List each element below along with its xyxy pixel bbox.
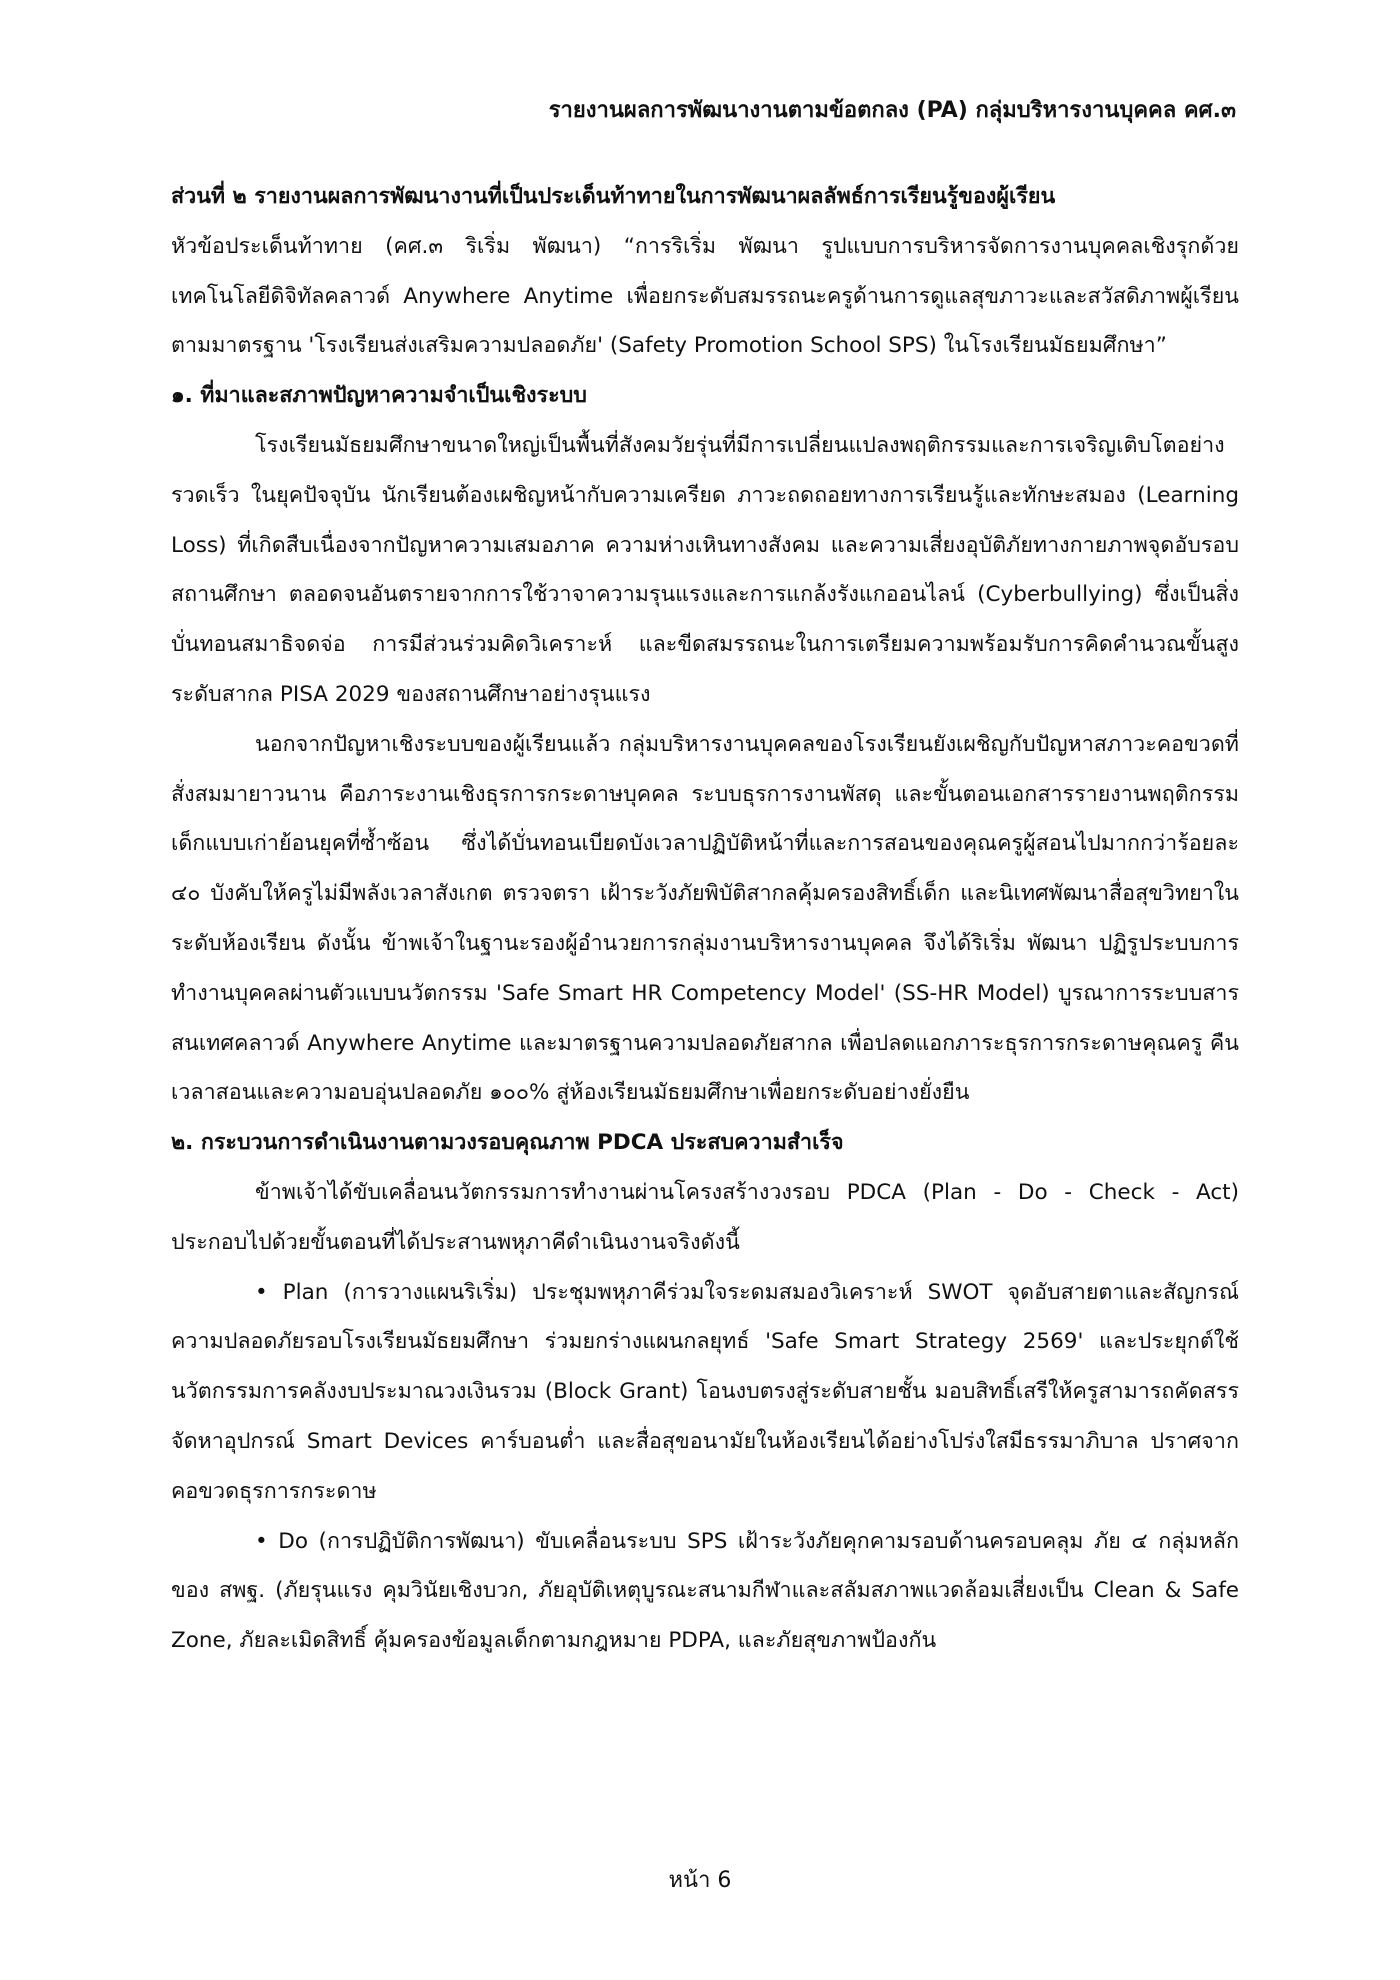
section-heading: ส่วนที่ ๒ รายงานผลการพัฒนางานที่เป็นประเด็นท้าทายในการพัฒนาผลลัพธ์การเรียนรู้ของผู้เรียน [171, 184, 1056, 209]
do-bullet-paragraph: • Do (การปฏิบัติการพัฒนา) ขับเคลื่อนระบบ SPS เฝ้าระวังภัยคุกคามรอบด้านครอบคลุม ภัย ๔ กลุ่มหลักของ สพฐ. (ภัยรุนแรง คุมวินัยเชิงบวก, ภัยอุบัติเหตุบูรณะสนามกีฬาและสลัมสภาพแวดล้อมเสี่ยงเป็น Clean & Safe Zone, ภัยละเมิดสิทธิ์ คุ้มครองข้อมูลเด็กตามกฎหมาย PDPA, และภัยสุขภาพป้องกัน [171, 1528, 1239, 1654]
running-header: รายงานผลการพัฒนางานตามข้อตกลง (PA) กลุ่มบริหารงานบุคคล คศ.๓ [548, 98, 1236, 123]
part1-paragraph: นอกจากปัญหาเชิงระบบของผู้เรียนแล้ว กลุ่มบริหารงานบุคคลของโรงเรียนยังเผชิญกับปัญหาสภาวะคอขวดที่สั่งสมมายาวนาน คือภาระงานเชิงธุรการกระดาษบุคคล ระบบธุรการงานพัสดุ และขั้นตอนเอกสารรายงานพฤติกรรมเด็กแบบเก่าย้อนยุคที่ซ้ำซ้อน ซึ่งได้บั่นทอนเบียดบังเวลาปฏิบัติหน้าที่และการสอนของคุณครูผู้สอนไปมากกว่าร้อยละ ๔๐ บังคับให้ครูไม่มีพลังเวลาสังเกต ตรวจตรา เฝ้าระวังภัยพิบัติสากลคุ้มครองสิทธิ์เด็ก และนิเทศพัฒนาสื่อสุขวิทยาในระดับห้องเรียน ดังนั้น ข้าพเจ้าในฐานะรองผู้อำนวยการกลุ่มงานบริหารงานบุคคล จึงได้ริเริ่ม พัฒนา ปฏิรูประบบการทำงานบุคคลผ่านตัวแบบนวัตกรรม 'Safe Smart HR Competency Model' (SS-HR Model) บูรณาการระบบสารสนเทศคลาวด์ Anywhere Anytime และมาตรฐานความปลอดภัยสากล เพื่อปลดแอกภาระธุรการกระดาษคุณครู คืนเวลาสอนและความอบอุ่นปลอดภัย ๑๐๐% สู่ห้องเรียนมัธยมศึกษาเพื่อยกระดับอย่างยั่งยืน [171, 731, 1239, 1106]
document-body [171, 172, 1239, 1666]
part1-heading: ๑. ที่มาและสภาพปัญหาความจำเป็นเชิงระบบ [171, 383, 587, 409]
challenge-topic-paragraph: หัวข้อประเด็นท้าทาย (คศ.๓ ริเริ่ม พัฒนา) “การริเริ่ม พัฒนา รูปแบบการบริหารจัดการงานบุคคลเชิงรุกด้วยเทคโนโลยีดิจิทัลคลาวด์ Anywhere Anytime เพื่อยกระดับสมรรถนะครูด้านการดูแลสุขภาวะและสวัสดิภาพผู้เรียนตามมาตรฐาน 'โรงเรียนส่งเสริมความปลอดภัย' (Safety Promotion School SPS) ในโรงเรียนมัธยมศึกษา” [171, 233, 1239, 359]
page-number: หน้า 6 [668, 1868, 732, 1893]
part1-paragraph: โรงเรียนมัธยมศึกษาขนาดใหญ่เป็นพื้นที่สังคมวัยรุ่นที่มีการเปลี่ยนแปลงพฤติกรรมและการเจริญเติบโตอย่างรวดเร็ว ในยุคปัจจุบัน นักเรียนต้องเผชิญหน้ากับความเครียด ภาวะถดถอยทางการเรียนรู้และทักษะสมอง (Learning Loss) ที่เกิดสืบเนื่องจากปัญหาความเสมอภาค ความห่างเหินทางสังคม และความเสี่ยงอุบัติภัยทางกายภาพจุดอับรอบสถานศึกษา ตลอดจนอันตรายจากการใช้วาจาความรุนแรงและการแกล้งรังแกออนไลน์ (Cyberbullying) ซึ่งเป็นสิ่งบั่นทอนสมาธิจดจ่อ การมีส่วนร่วมคิดวิเคราะห์ และขีดสมรรถนะในการเตรียมความพร้อมรับการคิดคำนวณขั้นสูงระดับสากล PISA 2029 ของสถานศึกษาอย่างรุนแรง [171, 432, 1239, 707]
plan-bullet-paragraph: • Plan (การวางแผนริเริ่ม) ประชุมพหุภาคีร่วมใจระดมสมองวิเคราะห์ SWOT จุดอับสายตาและสัญกรณ์ความปลอดภัยรอบโรงเรียนมัธยมศึกษา ร่วมยกร่างแผนกลยุทธ์ 'Safe Smart Strategy 2569' และประยุกต์ใช้นวัตกรรมการคลังงบประมาณวงเงินรวม (Block Grant) โอนงบตรงสู่ระดับสายชั้น มอบสิทธิ์เสรีให้ครูสามารถคัดสรรจัดหาอุปกรณ์ Smart Devices คาร์บอนต่ำ และสื่อสุขอนามัยในห้องเรียนได้อย่างโปร่งใสมีธรรมาภิบาล ปราศจากคอขวดธุรการกระดาษ [171, 1279, 1239, 1504]
part2-intro-paragraph: ข้าพเจ้าได้ขับเคลื่อนนวัตกรรมการทำงานผ่านโครงสร้างวงรอบ PDCA (Plan - Do - Check - Act) ประกอบไปด้วยขั้นตอนที่ได้ประสานพหุภาคีดำเนินงานจริงดังนี้ [171, 1179, 1239, 1255]
part2-heading: ๒. กระบวนการดำเนินงานตามวงรอบคุณภาพ PDCA ประสบความสำเร็จ [171, 1130, 844, 1156]
